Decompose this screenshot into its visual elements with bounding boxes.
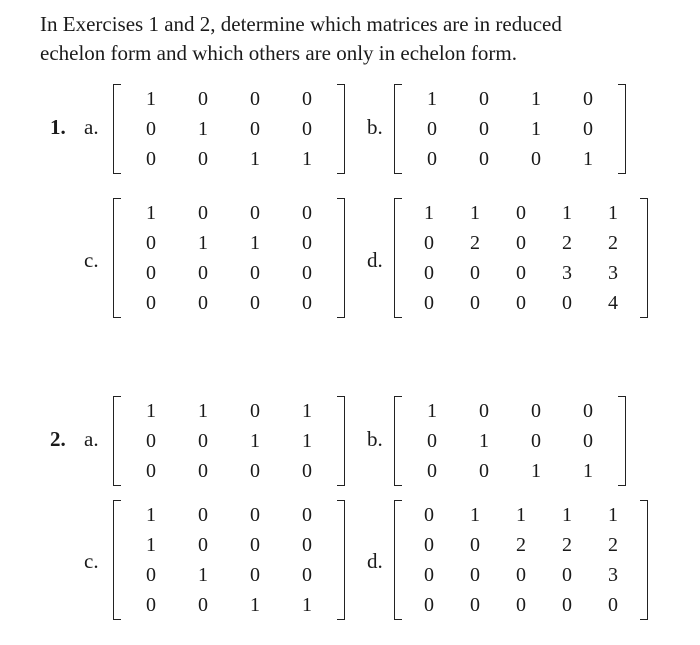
matrix-left-bracket bbox=[113, 396, 121, 486]
matrix-entry: 0 bbox=[146, 564, 156, 586]
matrix-entry: 0 bbox=[250, 400, 260, 422]
matrix-entry: 0 bbox=[516, 202, 526, 224]
matrix-entry: 1 bbox=[562, 504, 572, 526]
matrix-entry: 1 bbox=[146, 504, 156, 526]
matrix-entry: 1 bbox=[608, 202, 618, 224]
matrix-entry: 1 bbox=[479, 430, 489, 452]
matrix-entry: 0 bbox=[479, 88, 489, 110]
matrix-entry: 0 bbox=[424, 504, 434, 526]
matrix-entry: 0 bbox=[470, 292, 480, 314]
matrix-entry: 0 bbox=[198, 292, 208, 314]
ex1-part-b-label: b. bbox=[367, 115, 383, 139]
matrix-entry: 1 bbox=[583, 148, 593, 170]
matrix-entry: 1 bbox=[424, 202, 434, 224]
matrix-entry: 0 bbox=[250, 460, 260, 482]
matrix-entries bbox=[402, 198, 640, 318]
matrix-entry: 0 bbox=[198, 504, 208, 526]
matrix-entry: 0 bbox=[302, 88, 312, 110]
matrix-entries bbox=[402, 84, 618, 174]
ex2-matrix-d bbox=[394, 500, 648, 620]
matrix-entry: 0 bbox=[302, 202, 312, 224]
matrix-entry: 3 bbox=[608, 564, 618, 586]
matrix-right-bracket bbox=[618, 396, 626, 486]
matrix-entry: 0 bbox=[531, 148, 541, 170]
matrix-entries bbox=[121, 500, 337, 620]
matrix-entry: 0 bbox=[198, 534, 208, 556]
matrix-entry: 0 bbox=[146, 292, 156, 314]
matrix-entry: 0 bbox=[562, 292, 572, 314]
matrix-right-bracket bbox=[640, 500, 648, 620]
matrix-entry: 1 bbox=[470, 202, 480, 224]
matrix-entry: 2 bbox=[470, 232, 480, 254]
matrix-left-bracket bbox=[394, 198, 402, 318]
matrix-entry: 0 bbox=[424, 232, 434, 254]
matrix-entry: 2 bbox=[562, 232, 572, 254]
matrix-entry: 0 bbox=[198, 88, 208, 110]
matrix-entry: 0 bbox=[146, 594, 156, 616]
matrix-entry: 0 bbox=[470, 262, 480, 284]
matrix-entry: 1 bbox=[198, 118, 208, 140]
matrix-entries bbox=[121, 396, 337, 486]
matrix-entry: 0 bbox=[608, 594, 618, 616]
matrix-entry: 1 bbox=[608, 504, 618, 526]
matrix-entry: 0 bbox=[198, 202, 208, 224]
matrix-entry: 0 bbox=[583, 88, 593, 110]
matrix-entry: 0 bbox=[198, 594, 208, 616]
matrix-entry: 0 bbox=[479, 400, 489, 422]
matrix-entry: 0 bbox=[302, 262, 312, 284]
matrix-right-bracket bbox=[640, 198, 648, 318]
matrix-entry: 0 bbox=[470, 534, 480, 556]
matrix-entry: 0 bbox=[302, 232, 312, 254]
matrix-entry: 0 bbox=[302, 118, 312, 140]
matrix-entry: 1 bbox=[198, 232, 208, 254]
matrix-entry: 1 bbox=[302, 594, 312, 616]
matrix-entry: 0 bbox=[302, 292, 312, 314]
matrix-right-bracket bbox=[337, 396, 345, 486]
ex1-matrix-a bbox=[113, 84, 345, 174]
instructions-line-2: echelon form and which others are only in echelon form. bbox=[40, 41, 518, 65]
matrix-entry: 1 bbox=[531, 88, 541, 110]
matrix-entry: 0 bbox=[562, 564, 572, 586]
matrix-entry: 0 bbox=[250, 504, 260, 526]
matrix-entries bbox=[121, 84, 337, 174]
matrix-entry: 0 bbox=[250, 292, 260, 314]
ex1-part-c-label: c. bbox=[84, 248, 99, 272]
matrix-entry: 1 bbox=[516, 504, 526, 526]
matrix-entry: 1 bbox=[427, 88, 437, 110]
matrix-entry: 1 bbox=[583, 460, 593, 482]
matrix-entry: 0 bbox=[427, 430, 437, 452]
matrix-entry: 0 bbox=[250, 88, 260, 110]
matrix-entries bbox=[402, 500, 640, 620]
matrix-entry: 0 bbox=[424, 262, 434, 284]
matrix-entry: 0 bbox=[250, 262, 260, 284]
matrix-right-bracket bbox=[337, 198, 345, 318]
matrix-entry: 3 bbox=[562, 262, 572, 284]
matrix-entry: 0 bbox=[424, 594, 434, 616]
ex2-part-c-label: c. bbox=[84, 549, 99, 573]
matrix-entry: 1 bbox=[562, 202, 572, 224]
matrix-entry: 0 bbox=[146, 430, 156, 452]
matrix-left-bracket bbox=[394, 500, 402, 620]
matrix-entry: 0 bbox=[424, 292, 434, 314]
matrix-entry: 0 bbox=[516, 262, 526, 284]
matrix-entry: 1 bbox=[250, 148, 260, 170]
matrix-entry: 0 bbox=[302, 534, 312, 556]
matrix-entry: 1 bbox=[531, 118, 541, 140]
ex2-matrix-a bbox=[113, 396, 345, 486]
ex2-part-d-label: d. bbox=[367, 549, 383, 573]
ex2-matrix-b bbox=[394, 396, 626, 486]
matrix-entry: 0 bbox=[146, 118, 156, 140]
matrix-entry: 1 bbox=[250, 594, 260, 616]
matrix-entry: 0 bbox=[470, 594, 480, 616]
matrix-entry: 0 bbox=[302, 504, 312, 526]
matrix-entry: 1 bbox=[146, 534, 156, 556]
ex1-matrix-c bbox=[113, 198, 345, 318]
matrix-entry: 0 bbox=[302, 564, 312, 586]
matrix-entry: 1 bbox=[531, 460, 541, 482]
matrix-entry: 0 bbox=[470, 564, 480, 586]
matrix-entry: 1 bbox=[470, 504, 480, 526]
matrix-entry: 0 bbox=[146, 262, 156, 284]
matrix-entry: 0 bbox=[424, 564, 434, 586]
matrix-entry: 0 bbox=[146, 460, 156, 482]
matrix-entry: 0 bbox=[479, 148, 489, 170]
matrix-right-bracket bbox=[337, 84, 345, 174]
matrix-entry: 1 bbox=[302, 400, 312, 422]
ex2-part-b-label: b. bbox=[367, 427, 383, 451]
matrix-entry: 0 bbox=[516, 564, 526, 586]
matrix-entry: 2 bbox=[562, 534, 572, 556]
matrix-entry: 0 bbox=[516, 594, 526, 616]
matrix-left-bracket bbox=[113, 500, 121, 620]
matrix-entry: 0 bbox=[583, 400, 593, 422]
matrix-entry: 1 bbox=[146, 88, 156, 110]
matrix-entry: 0 bbox=[427, 118, 437, 140]
matrix-entry: 1 bbox=[198, 564, 208, 586]
matrix-entry: 3 bbox=[608, 262, 618, 284]
matrix-entry: 2 bbox=[608, 232, 618, 254]
matrix-entry: 2 bbox=[516, 534, 526, 556]
matrix-entries bbox=[121, 198, 337, 318]
matrix-entry: 1 bbox=[302, 148, 312, 170]
matrix-entry: 0 bbox=[146, 148, 156, 170]
matrix-right-bracket bbox=[618, 84, 626, 174]
ex1-part-d-label: d. bbox=[367, 248, 383, 272]
matrix-entry: 0 bbox=[516, 232, 526, 254]
instructions bbox=[40, 10, 685, 68]
instructions-line-1: In Exercises 1 and 2, determine which matrices are in reduced bbox=[40, 12, 562, 36]
matrix-entries bbox=[402, 396, 618, 486]
matrix-entry: 1 bbox=[250, 232, 260, 254]
matrix-entry: 0 bbox=[198, 262, 208, 284]
matrix-entry: 1 bbox=[250, 430, 260, 452]
matrix-left-bracket bbox=[394, 84, 402, 174]
matrix-left-bracket bbox=[113, 198, 121, 318]
matrix-entry: 0 bbox=[583, 118, 593, 140]
matrix-entry: 1 bbox=[427, 400, 437, 422]
matrix-entry: 0 bbox=[479, 118, 489, 140]
matrix-entry: 2 bbox=[608, 534, 618, 556]
matrix-entry: 0 bbox=[427, 148, 437, 170]
matrix-entry: 1 bbox=[146, 202, 156, 224]
ex1-part-a-label: a. bbox=[84, 115, 99, 139]
matrix-left-bracket bbox=[113, 84, 121, 174]
ex2-part-a-label: a. bbox=[84, 427, 99, 451]
matrix-entry: 0 bbox=[427, 460, 437, 482]
matrix-entry: 4 bbox=[608, 292, 618, 314]
matrix-entry: 0 bbox=[302, 460, 312, 482]
matrix-entry: 0 bbox=[531, 400, 541, 422]
matrix-entry: 0 bbox=[146, 232, 156, 254]
matrix-entry: 0 bbox=[562, 594, 572, 616]
matrix-entry: 0 bbox=[198, 460, 208, 482]
matrix-entry: 0 bbox=[250, 118, 260, 140]
ex1-matrix-b bbox=[394, 84, 626, 174]
ex2-matrix-c bbox=[113, 500, 345, 620]
matrix-entry: 1 bbox=[146, 400, 156, 422]
matrix-entry: 0 bbox=[250, 534, 260, 556]
ex1-matrix-d bbox=[394, 198, 648, 318]
matrix-entry: 1 bbox=[198, 400, 208, 422]
matrix-entry: 0 bbox=[198, 430, 208, 452]
matrix-entry: 0 bbox=[531, 430, 541, 452]
matrix-entry: 0 bbox=[424, 534, 434, 556]
matrix-entry: 0 bbox=[479, 460, 489, 482]
matrix-entry: 0 bbox=[250, 202, 260, 224]
matrix-entry: 0 bbox=[198, 148, 208, 170]
exercise-1-number: 1. bbox=[50, 115, 66, 139]
matrix-entry: 0 bbox=[250, 564, 260, 586]
matrix-left-bracket bbox=[394, 396, 402, 486]
matrix-entry: 0 bbox=[516, 292, 526, 314]
matrix-entry: 0 bbox=[583, 430, 593, 452]
exercise-2-number: 2. bbox=[50, 427, 66, 451]
matrix-right-bracket bbox=[337, 500, 345, 620]
matrix-entry: 1 bbox=[302, 430, 312, 452]
